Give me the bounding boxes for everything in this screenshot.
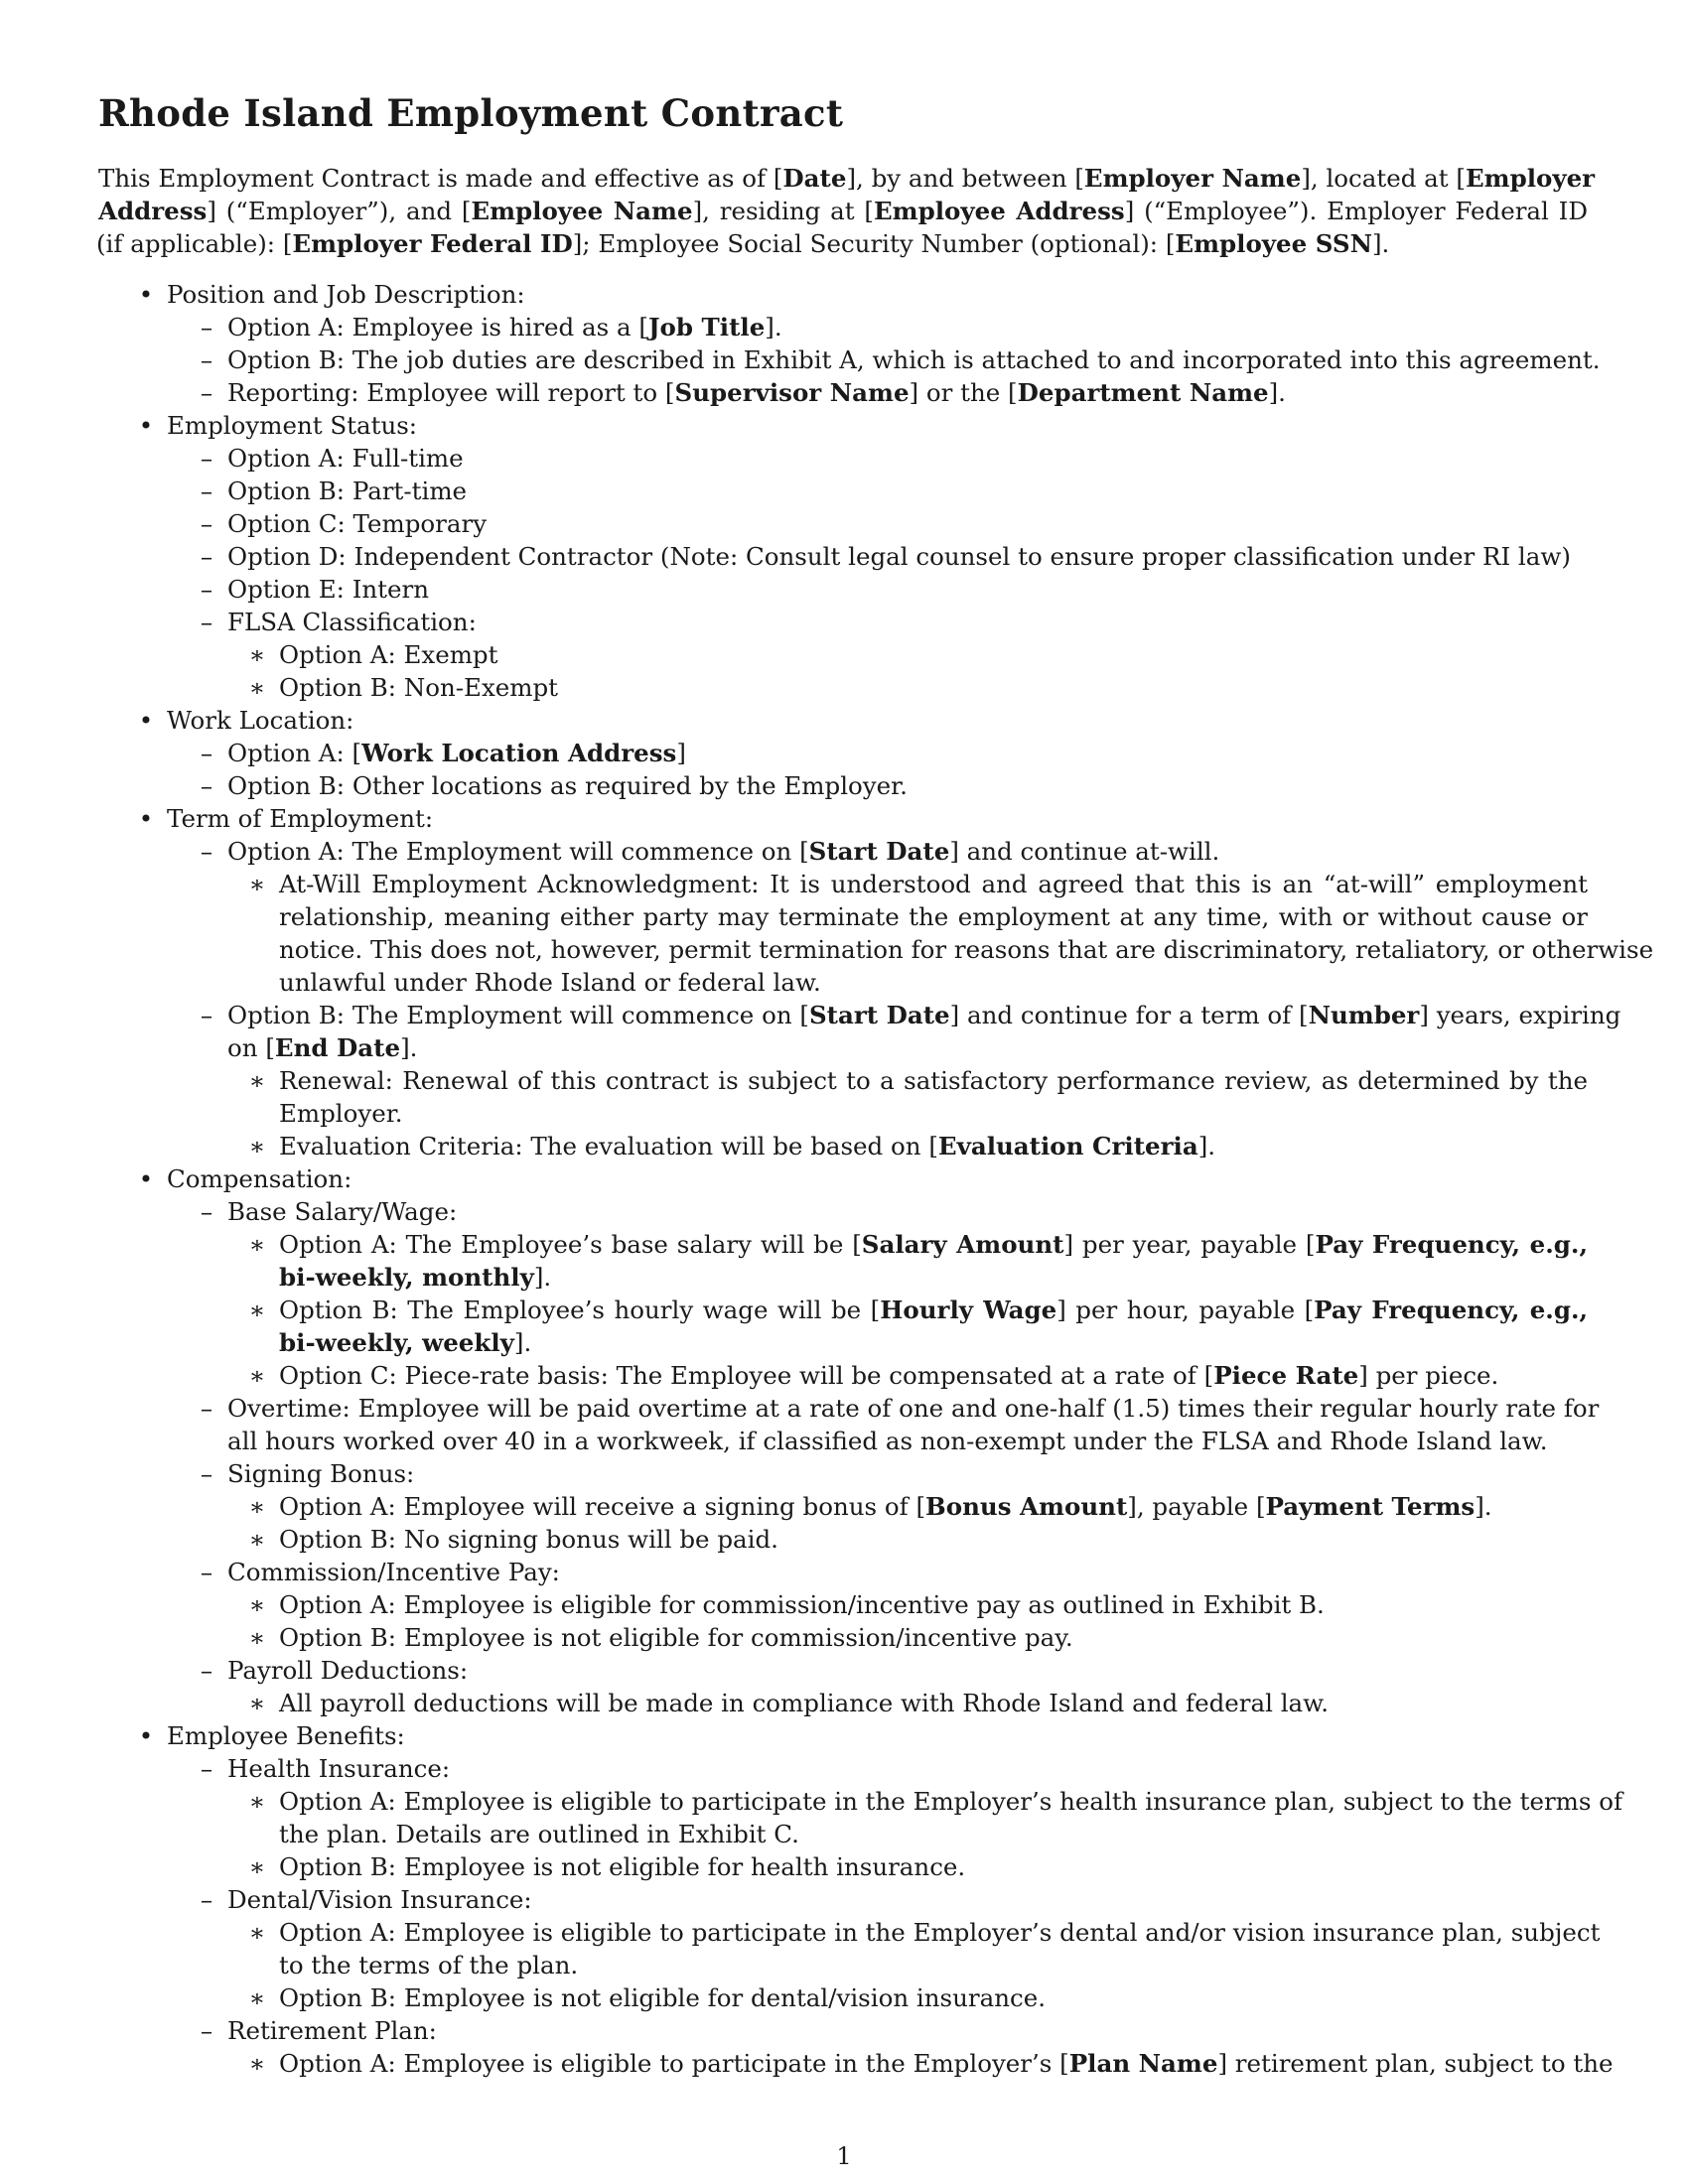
item-text: Employment Status:: [167, 411, 418, 440]
item-text: Option D: Independent Contractor (Note: Consult legal counsel to ensure proper classification under RI law): [227, 542, 1571, 571]
list-item: [0, 1883, 1688, 1916]
item-text: Option A: Employee is eligible to participate in the Employer’s [Plan Name] retirement plan, subject to the: [279, 2049, 1614, 2078]
item-text: Option A: Employee is eligible to participate in the Employer’s dental and/or vision insurance plan, subject: [279, 1918, 1601, 1947]
list-item: [0, 1162, 1688, 1195]
list-item: [0, 1752, 1688, 1785]
star-marker: ∗: [248, 1132, 266, 1160]
list-item: [0, 1130, 1688, 1162]
page-number: 1: [836, 2142, 852, 2170]
dash-marker: –: [200, 739, 213, 767]
dash-marker: –: [200, 1197, 213, 1226]
item-text: Retirement Plan:: [227, 2016, 437, 2045]
dash-marker: –: [200, 313, 213, 341]
placeholder-field: Pay Frequency, e.g.,: [1314, 1296, 1589, 1324]
list-item: [0, 606, 1688, 638]
star-marker: ∗: [248, 1492, 266, 1521]
list-item: [0, 1359, 1688, 1392]
placeholder-field: bi-weekly, weekly: [279, 1328, 514, 1357]
item-text: Employer.: [279, 1099, 403, 1128]
dash-marker: –: [200, 1394, 213, 1423]
list-item: [0, 409, 1688, 442]
placeholder-field: Employee Name: [471, 197, 693, 225]
dash-marker: –: [200, 1001, 213, 1029]
placeholder-field: Start Date: [808, 837, 950, 866]
item-text: Option A: Employee is eligible for commission/incentive pay as outlined in Exhibit B.: [279, 1590, 1325, 1619]
list-item-continuation: [0, 1949, 1688, 1981]
list-item: [0, 638, 1688, 671]
list-item: [0, 1490, 1688, 1523]
item-text: Option B: Employee is not eligible for commission/incentive pay.: [279, 1623, 1073, 1652]
list-item: [0, 1850, 1688, 1883]
list-item-continuation: [0, 1326, 1688, 1359]
list-item-continuation: [0, 1261, 1688, 1294]
star-marker: ∗: [248, 2049, 266, 2078]
intro-line: Address] (“Employer”), and [Employee Name], residing at [Employee Address] (“Employee”). Employer Federal ID: [98, 197, 1589, 225]
dash-marker: –: [200, 542, 213, 571]
list-item: [0, 1687, 1688, 1719]
placeholder-field: Department Name: [1017, 378, 1269, 407]
star-marker: ∗: [248, 1983, 266, 2012]
star-marker: ∗: [248, 1296, 266, 1324]
item-text: Option B: The job duties are described in Exhibit A, which is attached to and incorporated into this agreement.: [227, 345, 1601, 374]
list-item: [0, 704, 1688, 737]
list-item: [0, 573, 1688, 606]
dash-marker: –: [200, 509, 213, 538]
item-text: Base Salary/Wage:: [227, 1197, 458, 1226]
item-text: notice. This does not, however, permit termination for reasons that are discriminatory, retaliatory, or otherwise: [279, 935, 1654, 964]
star-marker: ∗: [248, 1525, 266, 1554]
list-item-continuation: [0, 1031, 1688, 1064]
list-item: [0, 868, 1688, 900]
list-item: [0, 2047, 1688, 2080]
item-text: Position and Job Description:: [167, 280, 525, 309]
placeholder-field: Salary Amount: [861, 1230, 1064, 1259]
placeholder-field: Payment Terms: [1265, 1492, 1476, 1521]
list-item: [0, 1916, 1688, 1949]
item-text: At-Will Employment Acknowledgment: It is understood and agreed that this is an “at-will” employment: [279, 870, 1588, 898]
item-text: Payroll Deductions:: [227, 1656, 469, 1685]
dash-marker: –: [200, 608, 213, 636]
item-text: Renewal: Renewal of this contract is subject to a satisfactory performance review, as determined by the: [279, 1066, 1588, 1095]
item-text: Term of Employment:: [167, 804, 434, 833]
bullet-marker: •: [138, 1164, 154, 1193]
placeholder-field: Bonus Amount: [925, 1492, 1128, 1521]
list-item: [0, 737, 1688, 769]
placeholder-field: Employer: [1465, 164, 1596, 193]
item-text: bi-weekly, monthly].: [279, 1263, 552, 1292]
item-text: Option A: Employee is hired as a [Job Title].: [227, 313, 782, 341]
item-text: Option B: The Employee’s hourly wage will be [Hourly Wage] per hour, payable [Pay Frequency, e.g.,: [279, 1296, 1589, 1324]
list-item-continuation: [0, 1425, 1688, 1457]
dash-marker: –: [200, 771, 213, 800]
item-text: Option E: Intern: [227, 575, 429, 604]
placeholder-field: Date: [782, 164, 847, 193]
list-item: [0, 343, 1688, 376]
dash-marker: –: [200, 1558, 213, 1586]
star-marker: ∗: [248, 1361, 266, 1390]
star-marker: ∗: [248, 1852, 266, 1881]
item-text: Commission/Incentive Pay:: [227, 1558, 560, 1586]
star-marker: ∗: [248, 1918, 266, 1947]
document-title: Rhode Island Employment Contract: [98, 91, 844, 135]
placeholder-field: Job Title: [647, 313, 766, 341]
placeholder-field: Hourly Wage: [880, 1296, 1057, 1324]
item-text: Option C: Piece-rate basis: The Employee will be compensated at a rate of [Piece Rate] per piece.: [279, 1361, 1499, 1390]
placeholder-field: Number: [1308, 1001, 1420, 1029]
item-text: Option A: The Employee’s base salary will be [Salary Amount] per year, payable [Pay Frequency, e.g.,: [279, 1230, 1588, 1259]
list-item: [0, 1556, 1688, 1588]
placeholder-field: Employer Federal ID: [292, 229, 573, 258]
item-text: Option C: Temporary: [227, 509, 488, 538]
item-text: Overtime: Employee will be paid overtime at a rate of one and one-half (1.5) times their regular hourly rate for: [227, 1394, 1600, 1423]
item-text: Option A: Full-time: [227, 444, 464, 473]
bullet-marker: •: [138, 280, 154, 309]
list-item: [0, 1588, 1688, 1621]
item-text: to the terms of the plan.: [279, 1951, 579, 1979]
list-item: [0, 475, 1688, 507]
list-item: [0, 1621, 1688, 1654]
item-text: bi-weekly, weekly].: [279, 1328, 532, 1357]
list-item-continuation: [0, 1097, 1688, 1130]
list-item: [0, 1195, 1688, 1228]
item-text: FLSA Classification:: [227, 608, 477, 636]
item-text: unlawful under Rhode Island or federal law.: [279, 968, 821, 997]
list-item: [0, 1654, 1688, 1687]
placeholder-field: Start Date: [808, 1001, 950, 1029]
dash-marker: –: [200, 2016, 213, 2045]
bullet-marker: •: [138, 411, 154, 440]
list-item-continuation: [0, 900, 1688, 933]
placeholder-field: Address: [98, 197, 208, 225]
item-text: Option A: [Work Location Address]: [227, 739, 686, 767]
item-text: Signing Bonus:: [227, 1459, 415, 1488]
item-text: Option B: Other locations as required by the Employer.: [227, 771, 908, 800]
placeholder-field: Employee Address: [874, 197, 1125, 225]
star-marker: ∗: [248, 870, 266, 898]
dash-marker: –: [200, 1459, 213, 1488]
list-item-continuation: [0, 1818, 1688, 1850]
item-text: Evaluation Criteria: The evaluation will be based on [Evaluation Criteria].: [279, 1132, 1216, 1160]
list-item: [0, 376, 1688, 409]
item-text: Work Location:: [167, 706, 354, 735]
list-item-continuation: [0, 933, 1688, 966]
placeholder-field: Piece Rate: [1213, 1361, 1359, 1390]
item-text: Option A: Exempt: [279, 640, 498, 669]
dash-marker: –: [200, 378, 213, 407]
item-text: Option B: The Employment will commence on [Start Date] and continue for a term of [Number] years, expiring: [227, 1001, 1621, 1029]
item-text: Option A: Employee will receive a signing bonus of [Bonus Amount], payable [Payment Terms].: [279, 1492, 1492, 1521]
list-item: [0, 1719, 1688, 1752]
item-text: on [End Date].: [227, 1033, 418, 1062]
list-item: [0, 802, 1688, 835]
list-item: [0, 999, 1688, 1031]
item-text: Health Insurance:: [227, 1754, 451, 1783]
item-text: Option A: Employee is eligible to participate in the Employer’s health insurance plan, subject to the terms of: [279, 1787, 1623, 1816]
item-text: Employee Benefits:: [167, 1721, 405, 1750]
star-marker: ∗: [248, 1623, 266, 1652]
intro-line: This Employment Contract is made and effective as of [Date], by and between [Employer Name], located at [Employer: [98, 164, 1596, 193]
bullet-marker: •: [138, 1721, 154, 1750]
item-text: Compensation:: [167, 1164, 352, 1193]
dash-marker: –: [200, 444, 213, 473]
dash-marker: –: [200, 1885, 213, 1914]
dash-marker: –: [200, 345, 213, 374]
list-item: [0, 1523, 1688, 1556]
item-text: Dental/Vision Insurance:: [227, 1885, 532, 1914]
list-item: [0, 1392, 1688, 1425]
placeholder-field: bi-weekly, monthly: [279, 1263, 534, 1292]
dash-marker: –: [200, 837, 213, 866]
list-item: [0, 2014, 1688, 2047]
placeholder-field: Evaluation Criteria: [937, 1132, 1198, 1160]
placeholder-field: Employer Name: [1083, 164, 1302, 193]
item-text: Option B: No signing bonus will be paid.: [279, 1525, 778, 1554]
star-marker: ∗: [248, 1590, 266, 1619]
list-item: [0, 1228, 1688, 1261]
placeholder-field: Plan Name: [1068, 2049, 1218, 2078]
list-item: [0, 1294, 1688, 1326]
item-text: Option B: Employee is not eligible for dental/vision insurance.: [279, 1983, 1046, 2012]
placeholder-field: Supervisor Name: [674, 378, 910, 407]
list-item: [0, 835, 1688, 868]
placeholder-field: End Date: [274, 1033, 401, 1062]
list-item-continuation: [0, 966, 1688, 999]
star-marker: ∗: [248, 1689, 266, 1717]
item-text: all hours worked over 40 in a workweek, if classified as non-exempt under the FLSA and Rhode Island law.: [227, 1427, 1548, 1455]
list-item: [0, 1064, 1688, 1097]
list-item: [0, 507, 1688, 540]
star-marker: ∗: [248, 673, 266, 702]
bullet-marker: •: [138, 804, 154, 833]
item-text: relationship, meaning either party may terminate the employment at any time, with or without cause or: [279, 902, 1588, 931]
list-item: [0, 1457, 1688, 1490]
list-item: [0, 540, 1688, 573]
item-text: Reporting: Employee will report to [Supervisor Name] or the [Department Name].: [227, 378, 1286, 407]
star-marker: ∗: [248, 640, 266, 669]
star-marker: ∗: [248, 1230, 266, 1259]
item-text: Option B: Non-Exempt: [279, 673, 559, 702]
dash-marker: –: [200, 477, 213, 505]
list-item: [0, 1785, 1688, 1818]
dash-marker: –: [200, 1754, 213, 1783]
dash-marker: –: [200, 1656, 213, 1685]
item-text: Option A: The Employment will commence on [Start Date] and continue at-will.: [227, 837, 1220, 866]
intro-line: (if applicable): [Employer Federal ID]; Employee Social Security Number (optional): [Employee SSN].: [96, 229, 1390, 258]
item-text: the plan. Details are outlined in Exhibit C.: [279, 1820, 799, 1848]
item-text: Option B: Part-time: [227, 477, 468, 505]
placeholder-field: Work Location Address: [361, 739, 677, 767]
list-item: [0, 671, 1688, 704]
list-item: [0, 278, 1688, 311]
list-item: [0, 442, 1688, 475]
dash-marker: –: [200, 575, 213, 604]
placeholder-field: Employee SSN: [1175, 229, 1372, 258]
star-marker: ∗: [248, 1066, 266, 1095]
list-item: [0, 1981, 1688, 2014]
bullet-marker: •: [138, 706, 154, 735]
list-item: [0, 769, 1688, 802]
item-text: Option B: Employee is not eligible for health insurance.: [279, 1852, 966, 1881]
placeholder-field: Pay Frequency, e.g.,: [1315, 1230, 1588, 1259]
star-marker: ∗: [248, 1787, 266, 1816]
list-item: [0, 311, 1688, 343]
item-text: All payroll deductions will be made in compliance with Rhode Island and federal law.: [279, 1689, 1329, 1717]
